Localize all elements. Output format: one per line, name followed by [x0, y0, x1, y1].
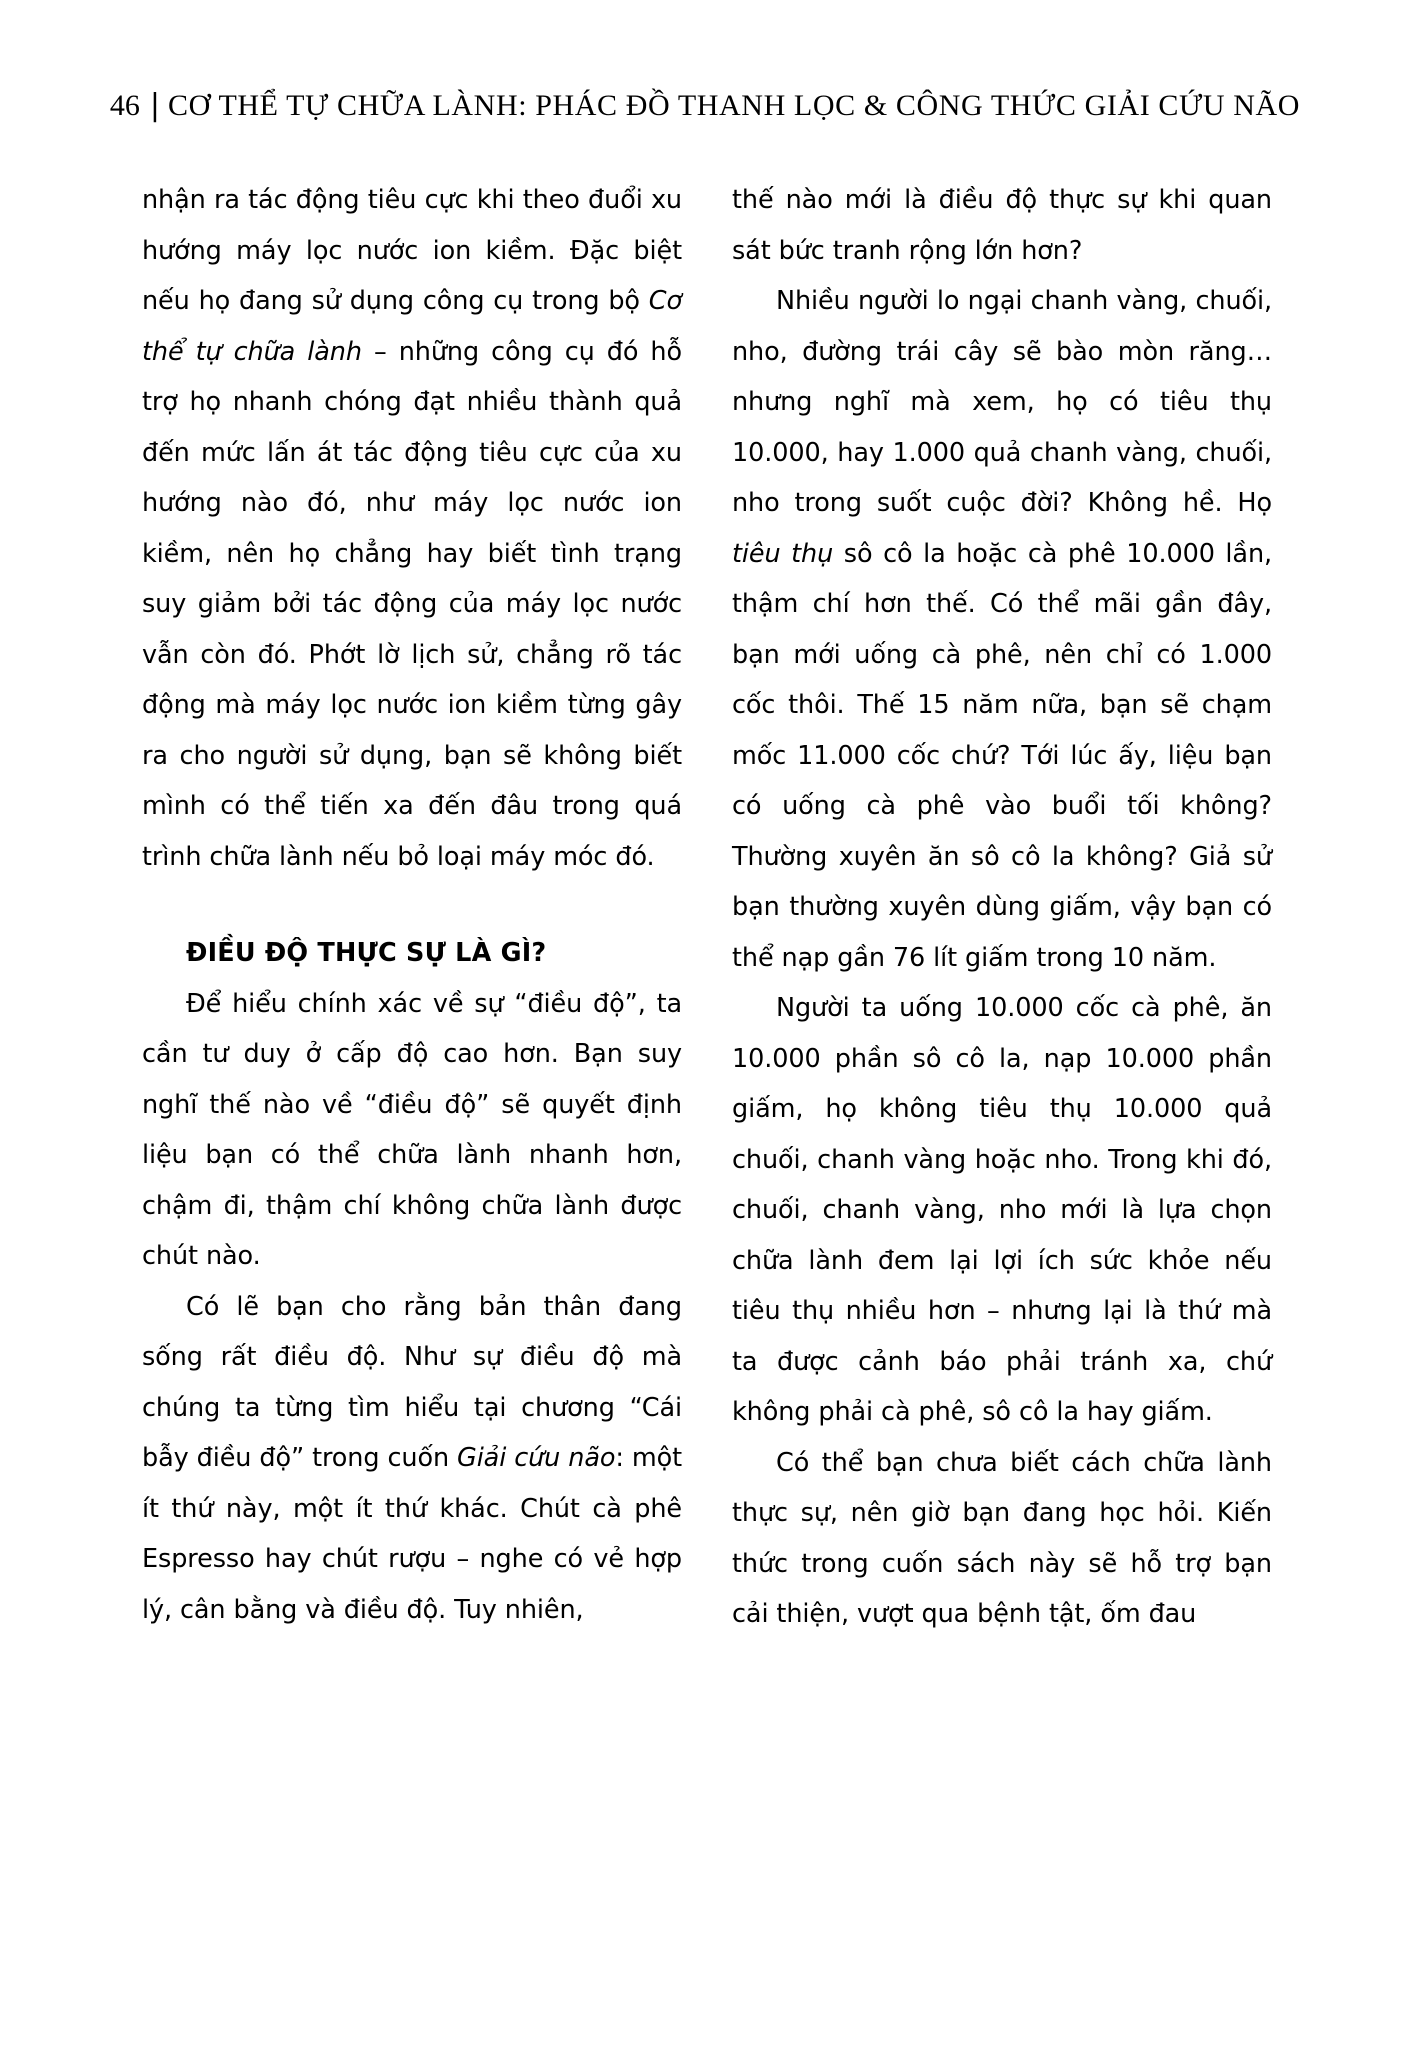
paragraph — [142, 1282, 682, 1636]
paragraph: Người ta uống 10.000 cốc cà phê, ăn 10.000 phần sô cô la, nạp 10.000 phần giấm, họ không tiêu thụ 10.000 quả chuối, chanh vàng hoặc nho. Trong khi đó, chuối, chanh vàng, nho mới là lựa chọn chữa lành đem lại lợi ích sức khỏe nếu tiêu thụ nhiều hơn – nhưng lại là thứ mà ta được cảnh báo phải tránh xa, chứ không phải cà phê, sô cô la hay giấm. — [732, 993, 1272, 1427]
page-header — [0, 88, 1410, 123]
paragraph: Có thể bạn chưa biết cách chữa lành thực sự, nên giờ bạn đang học hỏi. Kiến thức trong cuốn sách này sẽ hỗ trợ bạn cải thiện, vượt qua bệnh tật, ốm đau — [732, 1447, 1272, 1629]
book-title-italic: Cơ thể tự chữa lành — [142, 286, 682, 367]
paragraph-text-part: nhận ra tác động tiêu cực khi theo đuổi xu hướng máy lọc nước ion kiềm. Đặc biệt nếu họ đang sử dụng công cụ trong bộ — [142, 185, 682, 316]
left-column — [142, 175, 682, 1640]
running-title: CƠ THỂ TỰ CHỮA LÀNH: PHÁC ĐỒ THANH LỌC & CÔNG THỨC GIẢI CỨU NÃO — [168, 89, 1301, 122]
header-separator: | — [149, 88, 161, 123]
paragraph-continued: thế nào mới là điều độ thực sự khi quan sát bức tranh rộng lớn hơn? — [732, 185, 1272, 266]
paragraph: Để hiểu chính xác về sự “điều độ”, ta cần tư duy ở cấp độ cao hơn. Bạn suy nghĩ thế nào về “điều độ” sẽ quyết định liệu bạn có thể chữa lành nhanh hơn, chậm đi, thậm chí không chữa lành được chút nào. — [142, 988, 682, 1271]
paragraph-text-part: Nhiều người lo ngại chanh vàng, chuối, nho, đường trái cây sẽ bào mòn răng… nhưng nghĩ mà xem, họ có tiêu thụ 10.000, hay 1.000 quả chanh vàng, chuối, nho trong suốt cuộc đời? Không hề. Họ — [732, 286, 1272, 518]
paragraph-text-part: : một ít thứ này, một ít thứ khác. Chút cà phê Espresso hay chút rượu – nghe có vẻ hợp lý, cân bằng và điều độ. Tuy nhiên, — [142, 1443, 683, 1625]
right-column — [732, 175, 1272, 1640]
paragraph-continued — [142, 175, 682, 882]
section-heading: ĐIỀU ĐỘ THỰC SỰ LÀ GÌ? — [186, 938, 547, 968]
paragraph-text-part: Có lẽ bạn cho rằng bản thân đang sống rất điều độ. Như sự điều độ mà chúng ta từng tìm hiểu tại chương “Cái bẫy điều độ” trong cuốn — [142, 1291, 682, 1473]
book-title-italic: Giải cứu não — [457, 1443, 616, 1473]
paragraph-text-part: – những công cụ đó hỗ trợ họ nhanh chóng đạt nhiều thành quả đến mức lấn át tác động tiêu cực của xu hướng nào đó, như máy lọc nước ion kiềm, nên họ chẳng hay biết tình trạng suy giảm bởi tác động của máy lọc nước vẫn còn đó. Phớt lờ lịch sử, chẳng rõ tác động mà máy lọc nước ion kiềm từng gây ra cho người sử dụng, bạn sẽ không biết mình có thể tiến xa đến đâu trong quá trình chữa lành nếu bỏ loại máy móc đó. — [142, 336, 682, 872]
paragraph — [732, 276, 1272, 983]
emphasis-italic: tiêu thụ — [732, 538, 834, 569]
two-column-body — [142, 175, 1272, 1640]
paragraph-text-part: sô cô la hoặc cà phê 10.000 lần, thậm chí hơn thế. Có thể mãi gần đây, bạn mới uống cà phê, nên chỉ có 1.000 cốc thôi. Thế 15 năm nữa, bạn sẽ chạm mốc 11.000 cốc chứ? Tới lúc ấy, liệu bạn có uống cà phê vào buổi tối không? Thường xuyên ăn sô cô la không? Giả sử bạn thường xuyên dùng giấm, vậy bạn có thể nạp gần 76 lít giấm trong 10 năm. — [732, 538, 1273, 973]
page-number: 46 — [109, 89, 140, 122]
